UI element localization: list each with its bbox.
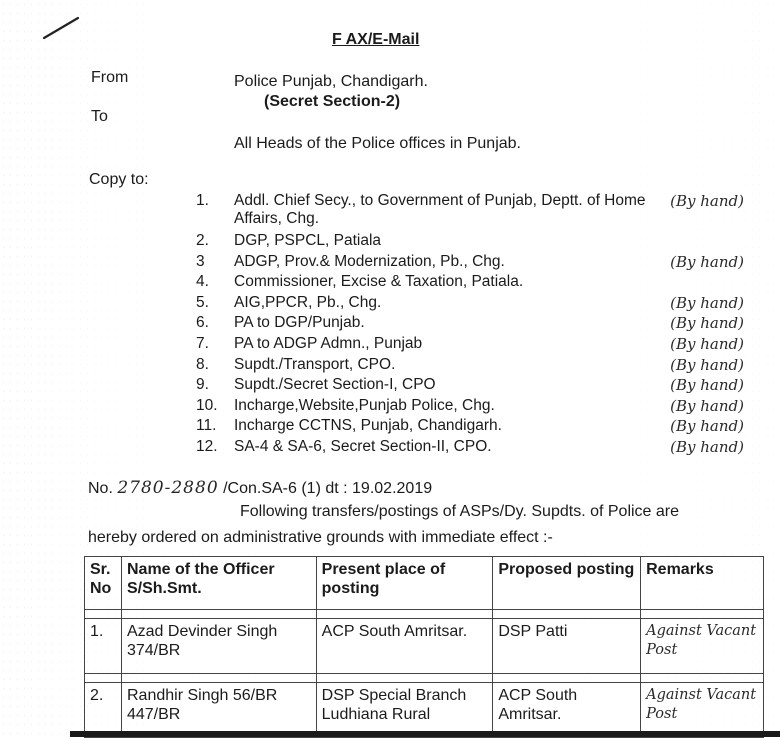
list-item xyxy=(196,335,756,356)
list-item-text: Incharge CCTNS, Punjab, Chandigarh. xyxy=(234,417,502,435)
list-item xyxy=(196,397,756,418)
header-proposed-posting: Proposed posting xyxy=(493,557,641,610)
list-item-number: 8. xyxy=(196,355,209,373)
list-item-text: PA to DGP/Punjab. xyxy=(234,314,365,332)
list-item xyxy=(196,273,756,294)
from-label: From xyxy=(91,69,129,86)
table-header-row xyxy=(85,557,764,610)
cell-remarks: Against Vacant Post xyxy=(641,683,764,738)
list-item xyxy=(196,438,756,459)
list-item xyxy=(196,356,756,377)
cell-present-posting: ACP South Amritsar. xyxy=(316,619,493,674)
delivery-mode: (By hand) xyxy=(670,417,744,436)
body-line-1: Following transfers/postings of ASPs/Dy. Supdts. of Police are xyxy=(240,503,680,520)
list-item xyxy=(196,294,756,315)
copy-to-list xyxy=(196,192,756,459)
delivery-mode: (By hand) xyxy=(670,437,744,456)
delivery-mode: (By hand) xyxy=(670,252,744,271)
header-present-posting: Present place of posting xyxy=(316,557,493,610)
list-item-text: Commissioner, Excise & Taxation, Patiala. xyxy=(234,273,524,291)
header-remarks: Remarks xyxy=(641,557,764,610)
list-item-number: 5. xyxy=(196,293,209,311)
delivery-mode: (By hand) xyxy=(670,192,744,210)
cell-officer-name: Azad Devinder Singh 374/BR xyxy=(121,619,316,674)
list-item-number: 4. xyxy=(196,273,209,291)
to-recipient: All Heads of the Police offices in Punjab. xyxy=(234,135,521,152)
pen-stroke-mark xyxy=(42,14,82,42)
table-spacer-row xyxy=(85,610,764,619)
delivery-mode: (By hand) xyxy=(670,293,744,312)
header-officer-name: Name of the Officer S/Sh.Smt. xyxy=(121,557,316,610)
list-item xyxy=(196,314,756,335)
cell-sr: 1. xyxy=(85,619,122,674)
table-row xyxy=(85,619,764,674)
cell-remarks: Against Vacant Post xyxy=(641,619,764,674)
cell-officer-name: Randhir Singh 56/BR 447/BR xyxy=(121,683,316,738)
list-item-text: ADGP, Prov.& Modernization, Pb., Chg. xyxy=(234,252,505,270)
reference-number xyxy=(88,478,432,498)
delivery-mode: (By hand) xyxy=(670,355,744,374)
list-item-number: 6. xyxy=(196,314,209,332)
list-item-number: 2. xyxy=(196,232,209,249)
list-item-text: Addl. Chief Secy., to Government of Punjab, Deptt. of Home Affairs, Chg. xyxy=(234,192,646,227)
list-item xyxy=(196,417,756,438)
handwritten-number: 2780-2880 xyxy=(117,478,219,498)
copy-to-label: Copy to: xyxy=(89,171,149,188)
list-item-number: 9. xyxy=(196,376,209,394)
list-item-number: 1. xyxy=(196,192,209,209)
list-item-text: Incharge,Website,Punjab Police, Chg. xyxy=(234,396,495,414)
list-item-number: 11. xyxy=(196,417,217,435)
reference-prefix: No. xyxy=(88,480,113,497)
list-item-number: 3 xyxy=(196,252,205,270)
delivery-mode: (By hand) xyxy=(670,396,744,415)
list-item-text: DGP, PSPCL, Patiala xyxy=(234,232,382,249)
list-item xyxy=(196,232,756,253)
list-item xyxy=(196,376,756,397)
from-section: (Secret Section-2) xyxy=(264,93,401,110)
list-item-text: SA-4 & SA-6, Secret Section-II, CPO. xyxy=(234,437,492,455)
scan-edge-bar xyxy=(70,731,780,737)
header-sr-no: Sr. No xyxy=(85,557,122,610)
list-item-number: 12. xyxy=(196,437,218,455)
list-item-text: Supdt./Transport, CPO. xyxy=(234,355,396,373)
list-item-number: 7. xyxy=(196,334,209,352)
body-line-2: hereby ordered on administrative grounds with immediate effect :- xyxy=(88,529,553,546)
delivery-mode: (By hand) xyxy=(670,334,744,353)
table-row xyxy=(85,683,764,738)
cell-present-posting: DSP Special Branch Ludhiana Rural xyxy=(316,683,493,738)
from-office: Police Punjab, Chandigarh. xyxy=(234,73,428,90)
table-spacer-row xyxy=(85,674,764,683)
cell-sr: 2. xyxy=(85,683,122,738)
cell-proposed-posting: DSP Patti xyxy=(493,619,641,674)
list-item xyxy=(196,192,756,232)
list-item-text: Supdt./Secret Section-I, CPO xyxy=(234,376,436,394)
to-label: To xyxy=(91,108,108,125)
list-item-text: PA to ADGP Admn., Punjab xyxy=(234,334,423,352)
document-title: F AX/E-Mail xyxy=(332,31,420,48)
delivery-mode: (By hand) xyxy=(670,376,744,395)
list-item-text: AIG,PPCR, Pb., Chg. xyxy=(234,293,382,311)
cell-proposed-posting: ACP South Amritsar. xyxy=(493,683,641,738)
reference-suffix: /Con.SA-6 (1) dt : 19.02.2019 xyxy=(223,480,433,497)
delivery-mode: (By hand) xyxy=(670,314,744,333)
transfer-table xyxy=(84,556,764,738)
list-item xyxy=(196,253,756,274)
list-item-number: 10. xyxy=(196,396,218,414)
